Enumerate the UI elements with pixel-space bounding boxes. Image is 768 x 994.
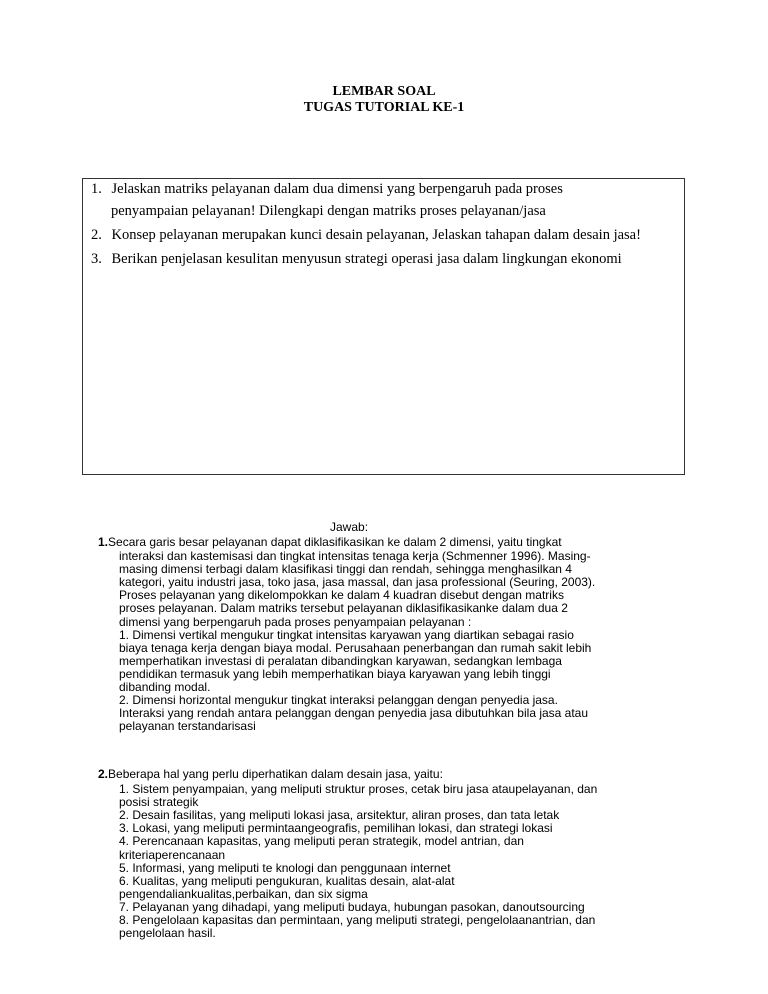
question-box — [82, 178, 685, 475]
answer-line: pengendaliankualitas,perbaikan, dan six sigma — [119, 886, 368, 901]
answer-number: 1. — [98, 535, 109, 549]
answer-line: 7. Pelayanan yang dihadapi, yang meliputi budaya, hubungan pasokan, danoutsourcing — [119, 899, 585, 914]
answer-line: 3. Lokasi, yang meliputi permintaangeografis, pemilihan lokasi, dan strategi lokasi — [119, 821, 553, 836]
answer-line: dimensi yang berpengaruh pada proses penyampaian pelayanan : — [119, 614, 472, 629]
question-number: 3. — [91, 251, 102, 267]
answer-text: Secara garis besar pelayanan dapat diklasifikasikan ke dalam 2 dimensi, yaitu tingkat — [108, 535, 562, 549]
question-3 — [91, 251, 622, 268]
answer-line: pengelolaan hasil. — [119, 926, 216, 941]
answer-1-first-line — [98, 535, 562, 549]
answer-line: 4. Perencanaan kapasitas, yang meliputi peran strategik, model antrian, dan — [119, 834, 524, 849]
answer-line: 2. Dimensi horizontal mengukur tingkat interaksi pelanggan dengan penyedia jasa. — [119, 693, 558, 708]
question-2 — [91, 227, 641, 244]
question-1-cont: penyampaian pelayanan! Dilengkapi dengan matriks proses pelayanan/jasa — [111, 203, 546, 219]
answer-heading: Jawab: — [330, 520, 369, 534]
question-1 — [91, 181, 563, 198]
answer-2-first-line — [98, 767, 443, 781]
answer-line: proses pelayanan. Dalam matriks tersebut pelayanan diklasifikasikanke dalam dua 2 — [119, 601, 568, 616]
answer-line: 8. Pengelolaan kapasitas dan permintaan, yang meliputi strategi, pengelolaanantrian, dan — [119, 913, 596, 927]
answer-line: 1. Sistem penyampaian, yang meliputi struktur proses, cetak biru jasa ataupelayanan, dan — [119, 782, 598, 796]
answer-line: Proses pelayanan yang dikelompokkan ke dalam 4 kuadran disebut dengan matriks — [119, 588, 564, 603]
answer-line: pelayanan terstandarisasi — [119, 719, 256, 734]
answer-line: 5. Informasi, yang meliputi te knologi dan penggunaan internet — [119, 860, 451, 875]
answer-number: 2. — [98, 767, 109, 781]
answer-line: biaya tenaga kerja dengan biaya modal. Perusahaan penerbangan dan rumah sakit lebih — [119, 640, 592, 655]
question-text: Jelaskan matriks pelayanan dalam dua dimensi yang berpengaruh pada proses — [111, 181, 563, 197]
answer-line: kriteriaperencanaan — [119, 847, 226, 862]
question-text: Berikan penjelasan kesulitan menyusun strategi operasi jasa dalam lingkungan ekonomi — [111, 251, 622, 267]
answer-line: memperhatikan investasi di peralatan dibandingkan karyawan, sedangkan lembaga — [119, 653, 562, 668]
sheet-title: LEMBAR SOAL — [332, 84, 436, 99]
answer-line: pendidikan termasuk yang lebih memperhatikan biaya karyawan yang lebih tinggi — [119, 666, 551, 681]
question-number: 2. — [91, 227, 102, 243]
sheet-subtitle: TUGAS TUTORIAL KE-1 — [303, 100, 465, 115]
answer-line: Interaksi yang rendah antara pelanggan dengan penyedia jasa dibutuhkan bila jasa atau — [119, 706, 589, 721]
answer-line: 6. Kualitas, yang meliputi pengukuran, kualitas desain, alat-alat — [119, 873, 455, 888]
answer-text: Beberapa hal yang perlu diperhatikan dalam desain jasa, yaitu: — [108, 767, 443, 781]
question-number: 1. — [91, 181, 102, 197]
answer-line: interaksi dan kastemisasi dan tingkat intensitas tenaga kerja (Schmenner 1996). Masing- — [119, 549, 591, 563]
answer-line: 2. Desain fasilitas, yang meliputi lokasi jasa, arsitektur, aliran proses, dan tata letak — [119, 808, 560, 823]
answer-line: dibanding modal. — [119, 680, 211, 694]
answer-line: masing dimensi terbagi dalam klasifikasi tinggi dan rendah, sehingga menghasilkan 4 — [119, 562, 572, 577]
answer-line: kategori, yaitu industri jasa, toko jasa, jasa massal, dan jasa professional (Seuring, 2003). — [119, 575, 596, 590]
answer-line: posisi strategik — [119, 795, 199, 810]
answer-line: 1. Dimensi vertikal mengukur tingkat intensitas karyawan yang diartikan sebagai rasio — [119, 627, 574, 642]
question-text: Konsep pelayanan merupakan kunci desain pelayanan, Jelaskan tahapan dalam desain jasa! — [111, 227, 641, 243]
